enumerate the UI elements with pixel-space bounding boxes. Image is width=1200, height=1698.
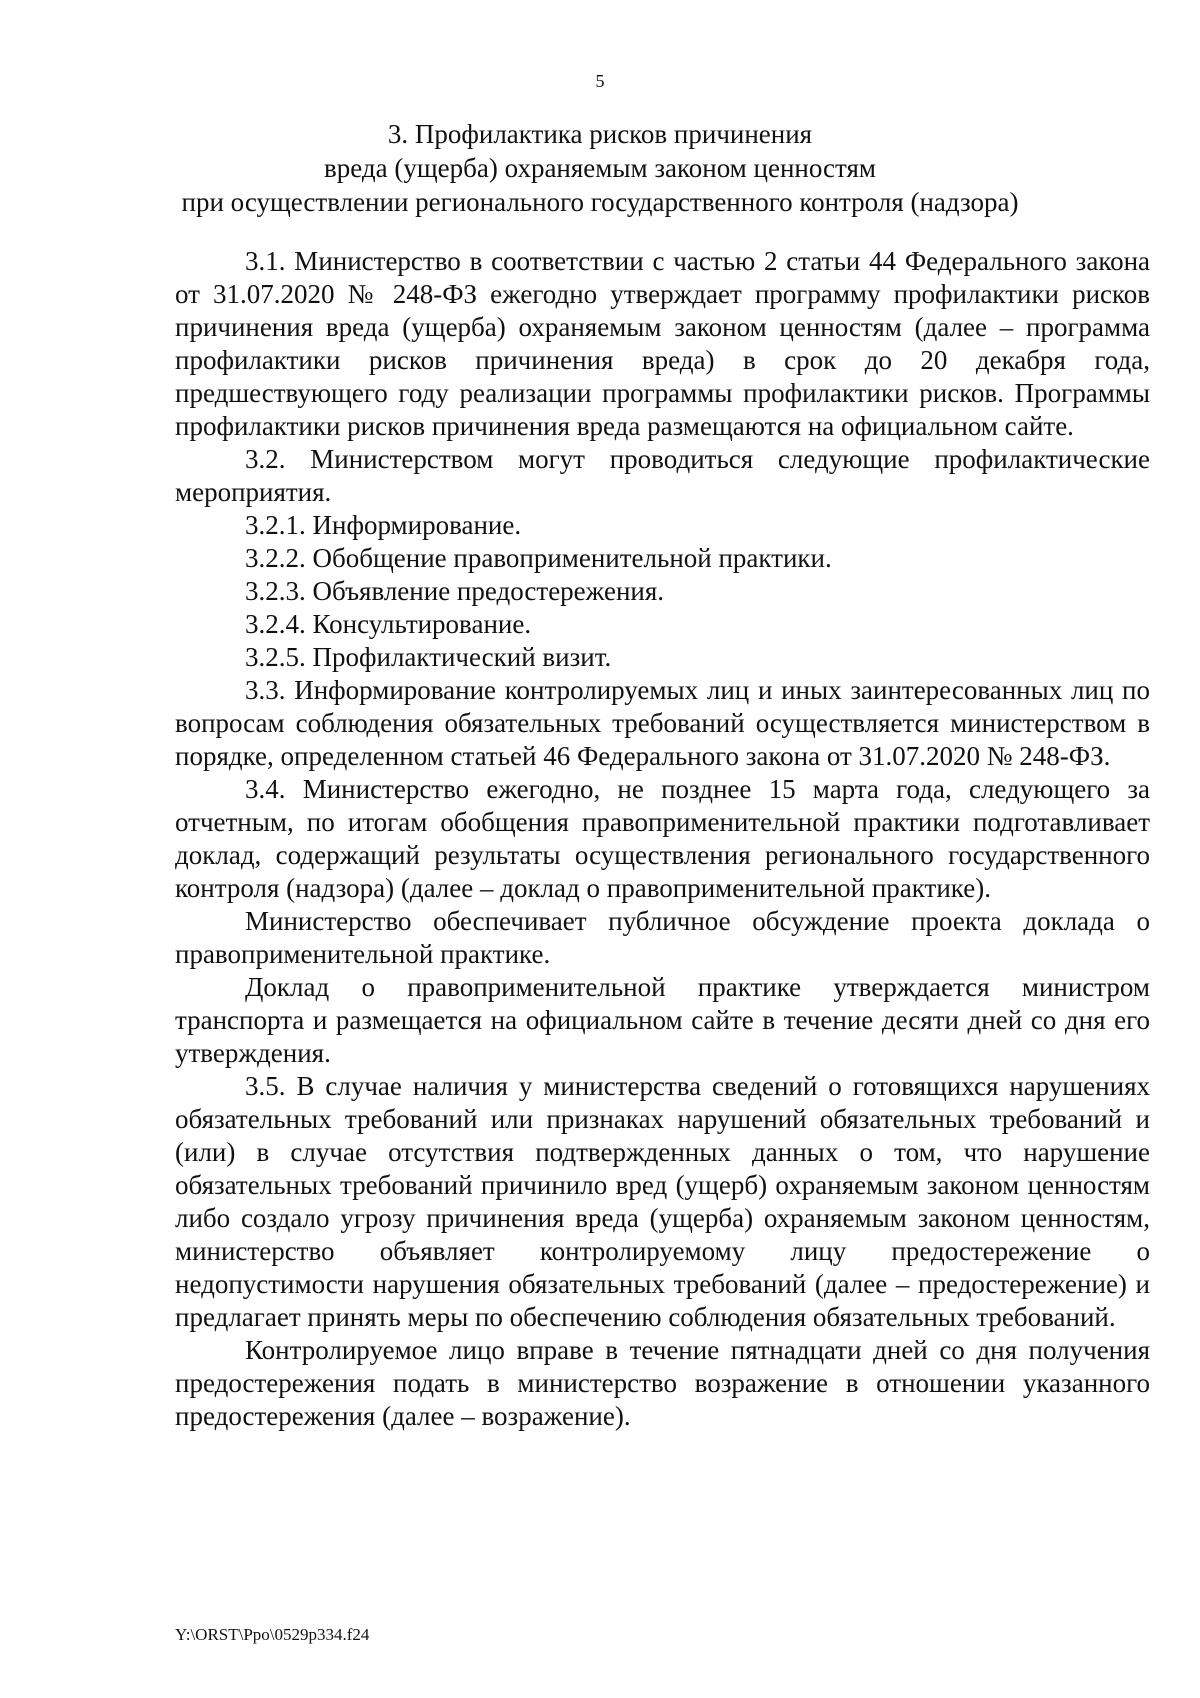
paragraph-3-3: 3.3. Информирование контролируемых лиц и иных заинтересованных лиц по вопросам соблюдения обязательных требований осуществляется министерством в порядке, определенном статьей 46 Федерального закона от 31.07.2020 № 248-ФЗ. [175,675,1150,771]
paragraph-3-4: 3.4. Министерство ежегодно, не позднее 15 марта года, следующего за отчетным, по итогам обобщения правоприменительной практики подготавливает доклад, содержащий результаты осуществления регионального государственного контроля (надзора) (далее – доклад о правоприменительной практике). [175,774,1150,903]
document-body [175,245,1150,1433]
footer-file-path: Y:\ORST\Ppo\0529p334.f24 [175,1625,370,1644]
section-heading-line: при осуществлении регионального государственного контроля (надзора) [181,187,1019,217]
paragraph-3-2: 3.2. Министерством могут проводиться следующие профилактические мероприятия. [175,444,1150,507]
paragraph-3-2-5: 3.2.5. Профилактический визит. [245,642,612,672]
paragraph-3-2-1: 3.2.1. Информирование. [245,510,522,540]
paragraph-3-1: 3.1. Министерство в соответствии с частью 2 статьи 44 Федерального закона от 31.07.2020 № 248-ФЗ ежегодно утверждает программу профилактики рисков причинения вреда (ущерба) охраняемым законом ценностям (далее – программа профилактики рисков причинения вреда) в срок до 20 декабря года, предшествующего году реализации программы профилактики рисков. Программы профилактики рисков причинения вреда размещаются на официальном сайте. [175,246,1150,441]
paragraph-public-discussion: Министерство обеспечивает публичное обсуждение проекта доклада о правоприменительной практике. [175,906,1150,969]
section-heading-line: 3. Профилактика рисков причинения [387,119,813,149]
section-heading-line: вреда (ущерба) охраняемым законом ценностям [324,153,876,183]
paragraph-3-5: 3.5. В случае наличия у министерства сведений о готовящихся нарушениях обязательных требований или признаках нарушений обязательных требований и (или) в случае отсутствия подтвержденных данных о том, что нарушение обязательных требований причинило вред (ущерб) охраняемым законом ценностям либо создало угрозу причинения вреда (ущерба) охраняемым законом ценностям, министерство объявляет контролируемому лицу предостережение о недопустимости нарушения обязательных требований (далее – предостережение) и предлагает принять меры по обеспечению соблюдения обязательных требований. [175,1071,1150,1332]
page-number: 5 [595,71,605,91]
paragraph-3-2-4: 3.2.4. Консультирование. [245,609,532,639]
paragraph-3-2-3: 3.2.3. Объявление предостережения. [245,576,665,606]
section-heading [150,117,1050,219]
paragraph-report-approval: Доклад о правоприменительной практике утверждается министром транспорта и размещается на официальном сайте в течение десяти дней со дня его утверждения. [175,972,1150,1068]
paragraph-objection: Контролируемое лицо вправе в течение пятнадцати дней со дня получения предостережения подать в министерство возражение в отношении указанного предостережения (далее – возражение). [175,1335,1150,1431]
paragraph-3-2-2: 3.2.2. Обобщение правоприменительной практики. [245,543,832,573]
